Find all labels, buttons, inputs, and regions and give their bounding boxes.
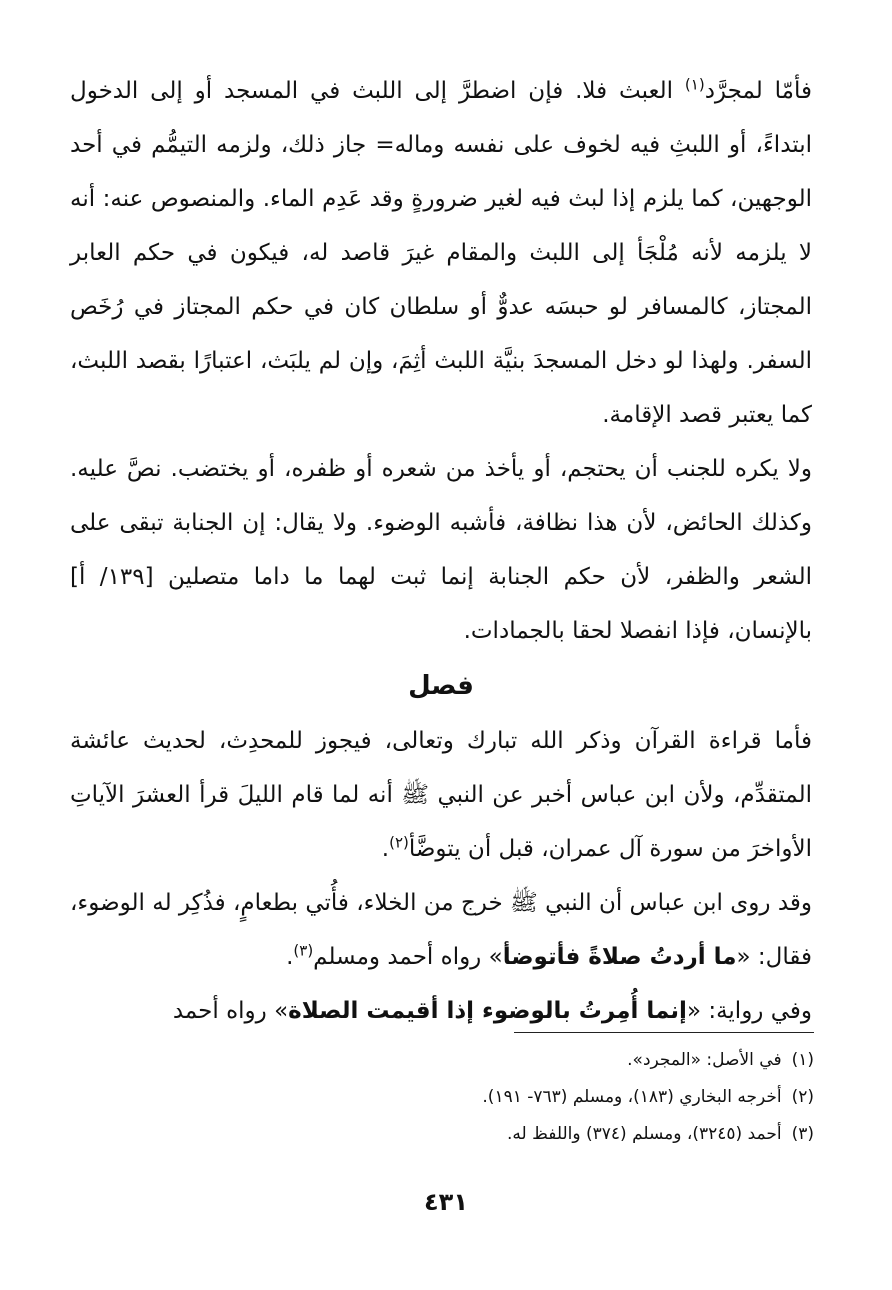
footnote-text: في الأصل: «المجرد». <box>627 1050 782 1070</box>
footnote-ref-3: (٣) <box>293 941 314 960</box>
paragraph-text: . <box>286 944 294 970</box>
hadith-quote: إنما أُمِرتُ بالوضوء إذا أقيمت الصلاة <box>288 998 687 1024</box>
paragraph-text: . <box>381 836 390 862</box>
footnote-ref-1: (١) <box>684 75 705 94</box>
page-body <box>70 64 812 1038</box>
footnote-text: أخرجه البخاري (١٨٣)، ومسلم (٧٦٣- ١٩١). <box>482 1087 782 1107</box>
footnote-ref-2: (٢) <box>389 833 409 852</box>
footnote-3 <box>114 1116 814 1153</box>
section-title: فصل <box>408 671 474 701</box>
footnotes <box>114 1042 814 1153</box>
footnote-number: (٣) <box>791 1124 814 1144</box>
paragraph-text: » رواه أحمد ومسلم <box>313 944 503 970</box>
paragraph-4 <box>70 876 812 984</box>
footnote-2 <box>114 1079 814 1116</box>
paragraph-1 <box>70 64 812 442</box>
footnote-divider <box>514 1032 814 1033</box>
paragraph-text: وفي رواية: « <box>686 998 812 1024</box>
paragraph-text: العبث فلا. فإن اضطرَّ إلى اللبث في المسجد أو إلى الدخول ابتداءً، أو اللبثِ فيه لخوف على نفسه وماله= جاز ذلك، ولزمه التيمُّم في أحد الوجهين، كما يلزم إذا لبث فيه لغير ضرورةٍ وقد عَدِم الماء. والمنصوص عنه: أنه لا يلزمه لأنه مُلْجَأ إلى اللبث والمقام غيرَ قاصد له، فيكون في حكم العابر المجتاز، كالمسافر لو حبسَه عدوٌّ أو سلطان كان في حكم المجتاز في رُخَص السفر. ولهذا لو دخل المسجدَ بنيَّة اللبث أثِمَ، وإن لم يلبَث، اعتبارًا بقصد اللبث، كما يعتبر قصد الإقامة. <box>70 78 812 428</box>
paragraph-text: فأمّا لمجرَّد <box>704 78 812 104</box>
paragraph-text: » رواه أحمد <box>172 998 289 1024</box>
footnote-1 <box>114 1042 814 1079</box>
paragraph-text: وقد روى ابن عباس أن النبي ﷺ خرج من الخلاء، فأُتي بطعامٍ، فذُكِر له الوضوء، فقال: « <box>70 890 812 970</box>
paragraph-text: فأما قراءة القرآن وذكر الله تبارك وتعالى، فيجوز للمحدِث، لحديث عائشة المتقدِّم، ولأن ابن عباس أخبر عن النبي ﷺ أنه لما قام الليلَ قرأ العشرَ الآياتِ الأواخرَ من سورة آل عمران، قبل أن يتوضَّأ <box>70 728 812 862</box>
page-number: ٤٣١ <box>424 1188 468 1216</box>
paragraph-2: ولا يكره للجنب أن يحتجم، أو يأخذ من شعره أو ظفره، أو يختضب. نصَّ عليه. وكذلك الحائض، لأن هذا نظافة، فأشبه الوضوء. ولا يقال: إن الجنابة تبقى على الشعر والظفر، لأن حكم الجنابة إنما ثبت لهما ما داما متصلين [١٣٩/ أ] بالإنسان، فإذا انفصلا لحقا بالجمادات. <box>70 456 812 644</box>
footnote-number: (٢) <box>791 1087 814 1107</box>
hadith-quote: ما أردتُ صلاةً فأتوضأ <box>502 944 737 970</box>
footnote-number: (١) <box>791 1050 814 1070</box>
paragraph-3 <box>70 714 812 876</box>
paragraph-5 <box>70 984 812 1038</box>
footnote-text: أحمد (٣٢٤٥)، ومسلم (٣٧٤) واللفظ له. <box>507 1124 782 1144</box>
